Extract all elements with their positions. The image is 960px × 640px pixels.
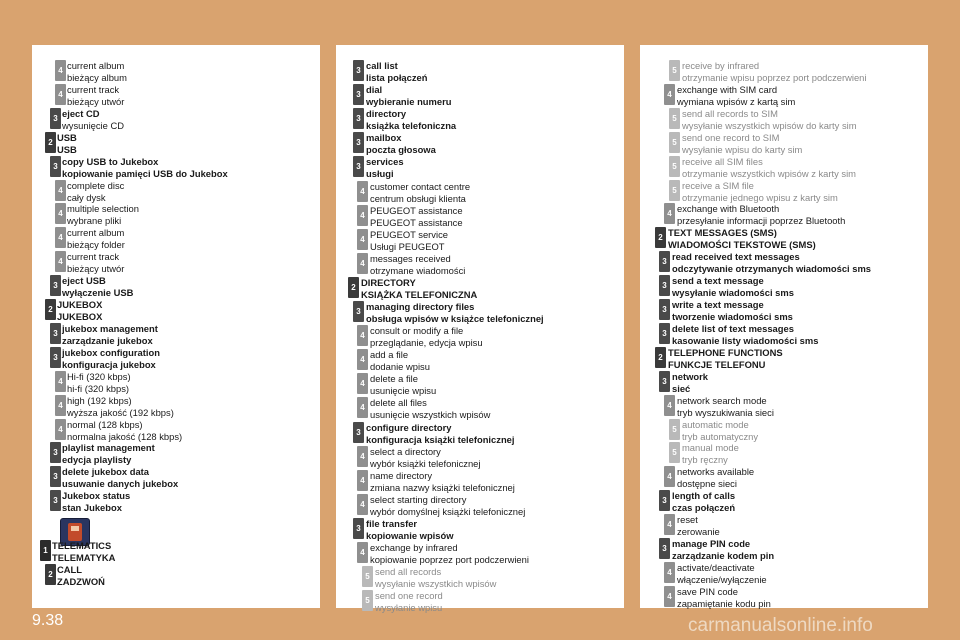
level-badge: 4 (664, 203, 675, 224)
level-badge: 5 (669, 419, 680, 440)
level-badge: 4 (55, 251, 66, 272)
menu-entry-polish: wysyłanie wpisu (375, 602, 443, 614)
menu-entry-english: TELEPHONE FUNCTIONS (668, 346, 783, 358)
menu-entry-english: TEXT MESSAGES (SMS) (668, 227, 777, 239)
menu-entry-polish: usuwanie danych jukebox (62, 478, 179, 490)
menu-entry-polish: wysyłanie wiadomości sms (672, 287, 794, 299)
menu-entry-english: manual mode (682, 442, 739, 454)
menu-entry-english: send all records (375, 566, 442, 578)
level-badge: 3 (50, 490, 61, 511)
level-badge: 4 (664, 466, 675, 487)
menu-entry-polish: przeglądanie, edycja wpisu (370, 337, 483, 349)
menu-entry-polish: KSIĄŻKA TELEFONICZNA (361, 288, 478, 300)
menu-entry-polish: otrzymane wiadomości (370, 264, 466, 276)
menu-entry-english: playlist management (62, 442, 155, 454)
menu-entry-english: add a file (370, 349, 409, 361)
level-badge: 5 (669, 108, 680, 129)
menu-entry-polish: zmiana nazwy książki telefonicznej (370, 481, 515, 493)
menu-entry-polish: cały dysk (67, 191, 106, 203)
level-badge: 4 (55, 371, 66, 392)
menu-entry-polish: wysyłanie wpisu do karty sim (682, 143, 803, 155)
menu-entry-polish: tryb automatyczny (682, 430, 759, 442)
menu-entry-polish: obsługa wpisów w książce telefonicznej (366, 313, 544, 324)
menu-entry-english: read received text messages (672, 251, 800, 263)
menu-entry-polish: tryb ręczny (682, 454, 728, 466)
menu-entry-english: normal (128 kbps) (67, 418, 143, 430)
menu-entry-polish: centrum obsługi klienta (370, 192, 466, 204)
menu-entry-english: jukebox management (62, 322, 158, 334)
menu-entry-english: PEUGEOT assistance (370, 204, 463, 216)
menu-entry-english: current track (67, 83, 120, 95)
menu-entry-english: customer contact centre (370, 180, 471, 192)
menu-entry-polish: PEUGEOT assistance (370, 216, 463, 228)
level-badge: 5 (669, 180, 680, 201)
menu-entry-english: delete all files (370, 397, 427, 409)
menu-entry-english: call list (366, 60, 398, 71)
menu-entry-english: complete disc (67, 179, 125, 191)
menu-entry-polish: wybór książki telefonicznej (370, 457, 481, 469)
level-badge: 4 (357, 542, 368, 563)
menu-entry-polish: tworzenie wiadomości sms (672, 311, 793, 322)
menu-entry-polish: ZADZWOŃ (57, 576, 105, 587)
level-badge: 4 (357, 205, 368, 226)
menu-entry-english: send all records to SIM (682, 107, 778, 119)
menu-entry-polish: kopiowanie wpisów (366, 529, 454, 541)
menu-entry-english: PEUGEOT service (370, 228, 448, 240)
level-badge: 2 (655, 227, 666, 248)
level-badge: 4 (664, 84, 675, 105)
menu-entry-english: copy USB to Jukebox (62, 155, 159, 167)
level-badge: 4 (55, 419, 66, 440)
menu-entry-english: reset (677, 514, 698, 526)
menu-entry-polish: wybieranie numeru (366, 96, 452, 108)
menu-entry-polish: poczta głosowa (366, 144, 436, 156)
menu-entry-polish: dostępne sieci (677, 478, 737, 490)
menu-entry-english: manage PIN code (672, 538, 751, 549)
menu-entry-polish: zerowanie (677, 526, 720, 538)
menu-entry-polish: sieć (672, 382, 691, 394)
menu-entry-english: length of calls (672, 490, 736, 502)
menu-entry-polish: usługi (366, 168, 394, 180)
level-badge: 4 (357, 446, 368, 467)
menu-entry-english: exchange with Bluetooth (677, 203, 780, 215)
watermark: carmanualsonline.info (688, 615, 873, 636)
menu-entry-polish: wybrane pliki (67, 215, 122, 227)
level-badge: 4 (55, 203, 66, 224)
menu-entry-english: send one record to SIM (682, 131, 780, 143)
level-badge: 3 (50, 323, 61, 344)
level-badge: 4 (357, 373, 368, 394)
level-badge: 5 (362, 590, 373, 611)
level-badge: 4 (55, 395, 66, 416)
level-badge: 3 (659, 323, 670, 344)
level-badge: 3 (353, 60, 364, 81)
menu-entry-polish: odczytywanie otrzymanych wiadomości sms (672, 263, 872, 275)
level-badge: 2 (655, 347, 666, 368)
menu-entry-polish: tryb wyszukiwania sieci (677, 406, 774, 418)
level-badge: 5 (669, 156, 680, 177)
menu-entry-polish: wysyłanie wszystkich wpisów do karty sim (682, 119, 857, 131)
menu-entry-english: name directory (370, 469, 433, 481)
level-badge: 3 (50, 442, 61, 463)
level-badge: 3 (353, 108, 364, 129)
level-badge: 3 (353, 132, 364, 153)
menu-entry-polish: bieżący utwór (67, 95, 125, 107)
menu-entry-polish: USB (57, 143, 77, 155)
level-badge: 3 (50, 275, 61, 296)
menu-entry-english: JUKEBOX (57, 299, 103, 310)
menu-entry-english: receive all SIM files (682, 155, 763, 167)
menu-entry-english: send one record (375, 590, 443, 602)
menu-entry-polish: wybór domyślnej książki telefonicznej (370, 505, 526, 517)
level-badge: 3 (659, 538, 670, 559)
level-badge: 4 (357, 397, 368, 418)
menu-entry-polish: Usługi PEUGEOT (370, 240, 445, 252)
menu-entry-polish: zarządzanie kodem pin (672, 550, 775, 561)
level-badge: 3 (659, 371, 670, 392)
level-badge: 3 (50, 347, 61, 368)
menu-entry-polish: zapamiętanie kodu pin (677, 597, 771, 609)
level-badge: 4 (55, 60, 66, 81)
level-badge: 4 (664, 514, 675, 535)
menu-entry-english: eject CD (62, 107, 100, 119)
menu-entry-polish: wymiana wpisów z kartą sim (677, 95, 796, 107)
menu-entry-english: save PIN code (677, 585, 738, 597)
menu-entry-english: network search mode (677, 394, 767, 406)
menu-entry-english: configure directory (366, 421, 452, 433)
menu-entry-english: receive by infrared (682, 60, 760, 71)
level-badge: 4 (357, 470, 368, 491)
menu-entry-polish: FUNKCJE TELEFONU (668, 358, 766, 370)
menu-entry-polish: wyłączenie USB (62, 287, 134, 299)
menu-entry-polish: kopiowanie poprzez port podczerwieni (370, 554, 529, 565)
menu-entry-polish: bieżący folder (67, 239, 125, 251)
menu-entry-english: directory (366, 108, 407, 120)
menu-entry-polish: zarządzanie jukebox (62, 334, 153, 346)
menu-entry-english: write a text message (672, 299, 764, 310)
level-badge: 4 (357, 253, 368, 274)
menu-entry-polish: JUKEBOX (57, 311, 103, 322)
menu-entry-english: networks available (677, 466, 755, 478)
level-badge: 5 (669, 60, 680, 81)
menu-entry-english: delete list of text messages (672, 322, 794, 334)
menu-entry-english: receive a SIM file (682, 179, 754, 191)
menu-entry-polish: wyższa jakość (192 kbps) (67, 406, 174, 418)
level-badge: 4 (357, 494, 368, 515)
level-badge: 3 (50, 156, 61, 177)
menu-entry-english: file transfer (366, 517, 418, 529)
menu-entry-polish: usunięcie wpisu (370, 385, 437, 397)
menu-entry-polish: kopiowanie pamięci USB do Jukebox (62, 167, 228, 179)
level-badge: 4 (664, 395, 675, 416)
menu-entry-polish: konfiguracja jukebox (62, 358, 156, 370)
level-badge: 4 (664, 586, 675, 607)
level-badge: 4 (55, 227, 66, 248)
menu-entry-english: select starting directory (370, 493, 467, 505)
menu-entry-english: TELEMATICS (52, 540, 112, 552)
menu-entry-english: consult or modify a file (370, 325, 464, 337)
menu-entry-polish: WIADOMOŚCI TEKSTOWE (SMS) (668, 239, 816, 251)
level-badge: 4 (357, 181, 368, 202)
menu-entry-english: eject USB (62, 275, 106, 287)
menu-entry-english: dial (366, 84, 383, 96)
menu-entry-english: network (672, 370, 708, 382)
menu-entry-english: activate/deactivate (677, 561, 755, 573)
menu-entry-polish: otrzymanie jednego wpisu z karty sim (682, 191, 838, 203)
menu-entry-polish: lista połączeń (366, 72, 428, 83)
menu-entry-polish: bieżący utwór (67, 263, 125, 275)
page-number: 9.38 (32, 612, 64, 629)
menu-entry-polish: kasowanie listy wiadomości sms (672, 334, 819, 346)
menu-entry-polish: włączenie/wyłączenie (677, 573, 767, 585)
level-badge: 3 (659, 251, 670, 272)
menu-entry-polish: czas połączeń (672, 502, 736, 514)
menu-entry-english: automatic mode (682, 418, 749, 430)
level-badge: 4 (55, 84, 66, 105)
menu-entry-english: Hi-fi (320 kbps) (67, 370, 131, 382)
menu-entry-english: DIRECTORY (361, 276, 416, 288)
menu-entry-polish: otrzymanie wszystkich wpisów z karty sim (682, 167, 856, 179)
menu-entry-polish: wysyłanie wszystkich wpisów (375, 578, 497, 590)
menu-entry-polish: bieżący album (67, 72, 127, 83)
level-badge: 3 (353, 84, 364, 105)
menu-entry-polish: TELEMATYKA (52, 552, 116, 564)
menu-entry-english: high (192 kbps) (67, 394, 132, 406)
menu-entry-english: CALL (57, 564, 82, 575)
menu-entry-english: exchange with SIM card (677, 83, 778, 95)
level-badge: 3 (659, 275, 670, 296)
menu-entry-polish: edycja playlisty (62, 454, 132, 466)
level-badge: 4 (664, 562, 675, 583)
level-badge: 3 (353, 422, 364, 443)
menu-entry-english: jukebox configuration (62, 346, 160, 358)
level-badge: 4 (357, 349, 368, 370)
menu-entry-polish: otrzymanie wpisu poprzez port podczerwieni (682, 72, 867, 83)
level-badge: 2 (45, 299, 56, 320)
menu-entry-english: mailbox (366, 132, 402, 144)
level-badge: 4 (357, 325, 368, 346)
level-badge: 5 (362, 566, 373, 587)
level-badge: 3 (50, 466, 61, 487)
level-badge: 4 (55, 180, 66, 201)
menu-entry-english: services (366, 156, 404, 168)
menu-entry-english: multiple selection (67, 203, 139, 215)
level-badge: 3 (50, 108, 61, 129)
level-badge: 1 (40, 540, 51, 561)
menu-entry-english: delete a file (370, 373, 418, 385)
menu-entry-polish: konfiguracja książki telefonicznej (366, 433, 515, 445)
level-badge: 2 (348, 277, 359, 298)
menu-entry-polish: hi-fi (320 kbps) (67, 382, 130, 394)
menu-entry-english: current track (67, 251, 120, 263)
level-badge: 3 (659, 490, 670, 511)
level-badge: 5 (669, 442, 680, 463)
level-badge: 3 (353, 156, 364, 177)
level-badge: 3 (659, 299, 670, 320)
level-badge: 2 (45, 132, 56, 153)
menu-entry-polish: dodanie wpisu (370, 361, 430, 373)
menu-entry-english: exchange by infrared (370, 542, 458, 553)
level-badge: 3 (353, 301, 364, 322)
level-badge: 3 (353, 518, 364, 539)
menu-entry-english: delete jukebox data (62, 466, 150, 478)
menu-entry-english: current album (67, 60, 125, 71)
menu-entry-english: select a directory (370, 445, 441, 457)
menu-entry-english: send a text message (672, 275, 764, 287)
level-badge: 5 (669, 132, 680, 153)
menu-entry-polish: normalna jakość (128 kbps) (67, 430, 183, 442)
menu-entry-english: managing directory files (366, 301, 475, 312)
menu-entry-polish: stan Jukebox (62, 502, 122, 514)
menu-entry-polish: wysunięcie CD (62, 119, 124, 131)
menu-entry-english: Jukebox status (62, 490, 131, 502)
menu-entry-polish: książka telefoniczna (366, 120, 457, 132)
menu-entry-polish: usunięcie wszystkich wpisów (370, 409, 491, 421)
level-badge: 4 (357, 229, 368, 250)
menu-entry-polish: przesyłanie informacji poprzez Bluetooth (677, 215, 846, 227)
menu-entry-english: USB (57, 131, 77, 143)
menu-entry-english: current album (67, 227, 125, 239)
level-badge: 2 (45, 564, 56, 585)
menu-entry-english: messages received (370, 252, 451, 264)
